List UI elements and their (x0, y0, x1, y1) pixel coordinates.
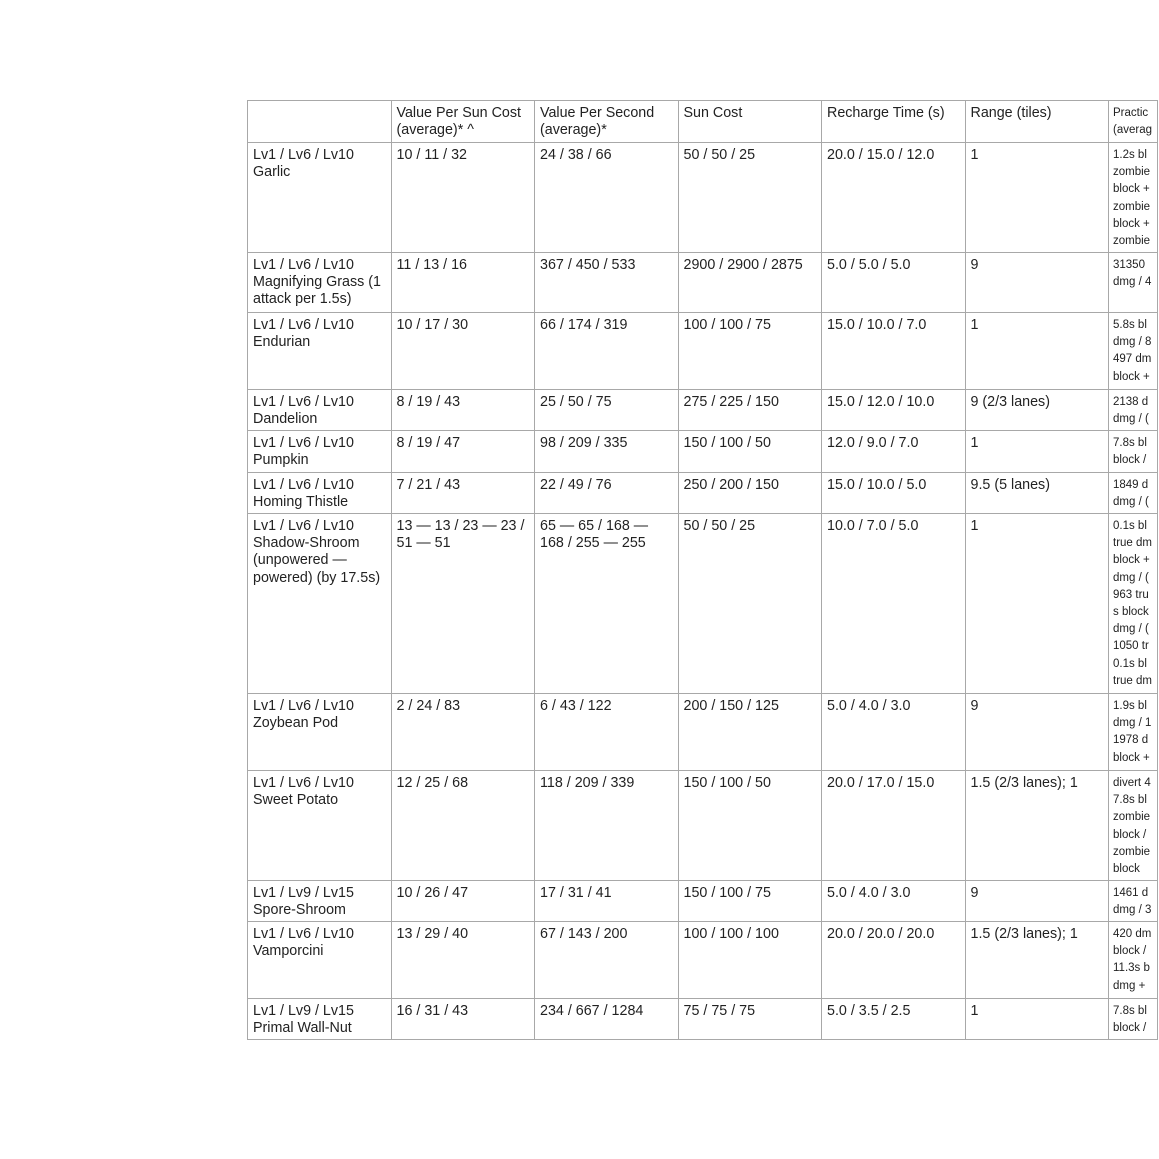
cell-plant: Lv1 / Lv6 / Lv10 Pumpkin (248, 431, 392, 473)
cell-value-per-second: 67 / 143 / 200 (535, 922, 679, 999)
cell-range: 1.5 (2/3 lanes); 1 (965, 771, 1109, 881)
cell-value-per-sun: 13 / 29 / 40 (391, 922, 535, 999)
cell-practical: 1849 d dmg / ( (1109, 473, 1158, 514)
cell-value-per-second: 66 / 174 / 319 (535, 313, 679, 390)
cell-plant: Lv1 / Lv6 / Lv10 Sweet Potato (248, 771, 392, 881)
cell-plant: Lv1 / Lv6 / Lv10 Vamporcini (248, 922, 392, 999)
cell-sun-cost: 100 / 100 / 100 (678, 922, 822, 999)
cell-recharge-time: 20.0 / 15.0 / 12.0 (822, 143, 966, 253)
cell-practical: 420 dm block / 11.3s b dmg + (1109, 922, 1158, 999)
cell-value-per-sun: 10 / 26 / 47 (391, 881, 535, 922)
cell-value-per-sun: 11 / 13 / 16 (391, 253, 535, 313)
cell-value-per-sun: 8 / 19 / 43 (391, 390, 535, 431)
header-sun-cost: Sun Cost (678, 101, 822, 143)
cell-value-per-sun: 16 / 31 / 43 (391, 999, 535, 1040)
table-row (248, 771, 1158, 881)
table-row (248, 473, 1158, 514)
header-plant (248, 101, 392, 143)
cell-value-per-second: 234 / 667 / 1284 (535, 999, 679, 1040)
cell-plant: Lv1 / Lv6 / Lv10 Shadow-Shroom (unpowered — powered) (by 17.5s) (248, 514, 392, 694)
table-row (248, 514, 1158, 694)
cell-sun-cost: 200 / 150 / 125 (678, 694, 822, 771)
cell-value-per-second: 367 / 450 / 533 (535, 253, 679, 313)
cell-recharge-time: 20.0 / 17.0 / 15.0 (822, 771, 966, 881)
cell-practical: divert 4 7.8s bl zombie block / zombie block (1109, 771, 1158, 881)
cell-sun-cost: 75 / 75 / 75 (678, 999, 822, 1040)
cell-recharge-time: 12.0 / 9.0 / 7.0 (822, 431, 966, 473)
cell-value-per-second: 17 / 31 / 41 (535, 881, 679, 922)
cell-value-per-sun: 8 / 19 / 47 (391, 431, 535, 473)
cell-range: 1 (965, 514, 1109, 694)
cell-recharge-time: 5.0 / 4.0 / 3.0 (822, 881, 966, 922)
cell-recharge-time: 15.0 / 10.0 / 5.0 (822, 473, 966, 514)
cell-range: 1 (965, 143, 1109, 253)
cell-practical: 1.9s bl dmg / 1 1978 d block + (1109, 694, 1158, 771)
table-row (248, 313, 1158, 390)
table-row (248, 881, 1158, 922)
cell-value-per-sun: 7 / 21 / 43 (391, 473, 535, 514)
header-value-per-second: Value Per Second (average)* (535, 101, 679, 143)
cell-range: 9 (2/3 lanes) (965, 390, 1109, 431)
cell-value-per-second: 25 / 50 / 75 (535, 390, 679, 431)
cell-range: 1 (965, 431, 1109, 473)
cell-sun-cost: 100 / 100 / 75 (678, 313, 822, 390)
table-row (248, 431, 1158, 473)
cell-recharge-time: 15.0 / 10.0 / 7.0 (822, 313, 966, 390)
cell-value-per-second: 98 / 209 / 335 (535, 431, 679, 473)
cell-value-per-second: 118 / 209 / 339 (535, 771, 679, 881)
cell-sun-cost: 150 / 100 / 50 (678, 771, 822, 881)
cell-recharge-time: 10.0 / 7.0 / 5.0 (822, 514, 966, 694)
header-value-per-sun: Value Per Sun Cost (average)* ^ (391, 101, 535, 143)
cell-range: 9 (965, 253, 1109, 313)
table-row (248, 922, 1158, 999)
cell-range: 1 (965, 313, 1109, 390)
header-range: Range (tiles) (965, 101, 1109, 143)
cell-sun-cost: 50 / 50 / 25 (678, 514, 822, 694)
cell-practical: 0.1s bl true dm block + dmg / ( 963 tru s block dmg / ( 1050 tr 0.1s bl true dm (1109, 514, 1158, 694)
cell-range: 9.5 (5 lanes) (965, 473, 1109, 514)
cell-sun-cost: 150 / 100 / 75 (678, 881, 822, 922)
plant-stats-table (247, 100, 1158, 1040)
cell-plant: Lv1 / Lv6 / Lv10 Homing Thistle (248, 473, 392, 514)
cell-plant: Lv1 / Lv9 / Lv15 Spore-Shroom (248, 881, 392, 922)
cell-recharge-time: 20.0 / 20.0 / 20.0 (822, 922, 966, 999)
cell-range: 1 (965, 999, 1109, 1040)
cell-practical: 31350 dmg / 4 (1109, 253, 1158, 313)
table-row (248, 253, 1158, 313)
cell-value-per-sun: 12 / 25 / 68 (391, 771, 535, 881)
table-row (248, 999, 1158, 1040)
cell-range: 9 (965, 694, 1109, 771)
cell-practical: 1461 d dmg / 3 (1109, 881, 1158, 922)
table-row (248, 143, 1158, 253)
header-recharge-time: Recharge Time (s) (822, 101, 966, 143)
cell-plant: Lv1 / Lv6 / Lv10 Magnifying Grass (1 attack per 1.5s) (248, 253, 392, 313)
cell-practical: 7.8s bl block / (1109, 431, 1158, 473)
table-row (248, 694, 1158, 771)
cell-value-per-second: 24 / 38 / 66 (535, 143, 679, 253)
cell-recharge-time: 15.0 / 12.0 / 10.0 (822, 390, 966, 431)
table-header-row (248, 101, 1158, 143)
cell-plant: Lv1 / Lv6 / Lv10 Endurian (248, 313, 392, 390)
cell-sun-cost: 150 / 100 / 50 (678, 431, 822, 473)
cell-value-per-second: 65 — 65 / 168 — 168 / 255 — 255 (535, 514, 679, 694)
cell-practical: 7.8s bl block / (1109, 999, 1158, 1040)
header-practical: Practic (averag (1109, 101, 1158, 143)
cell-plant: Lv1 / Lv6 / Lv10 Zoybean Pod (248, 694, 392, 771)
cell-sun-cost: 275 / 225 / 150 (678, 390, 822, 431)
cell-practical: 1.2s bl zombie block + zombie block + zombie (1109, 143, 1158, 253)
cell-value-per-sun: 13 — 13 / 23 — 23 / 51 — 51 (391, 514, 535, 694)
cell-range: 1.5 (2/3 lanes); 1 (965, 922, 1109, 999)
cell-sun-cost: 50 / 50 / 25 (678, 143, 822, 253)
cell-range: 9 (965, 881, 1109, 922)
cell-value-per-sun: 10 / 17 / 30 (391, 313, 535, 390)
cell-sun-cost: 2900 / 2900 / 2875 (678, 253, 822, 313)
cell-recharge-time: 5.0 / 4.0 / 3.0 (822, 694, 966, 771)
cell-practical: 2138 d dmg / ( (1109, 390, 1158, 431)
cell-plant: Lv1 / Lv9 / Lv15 Primal Wall-Nut (248, 999, 392, 1040)
cell-plant: Lv1 / Lv6 / Lv10 Garlic (248, 143, 392, 253)
cell-recharge-time: 5.0 / 3.5 / 2.5 (822, 999, 966, 1040)
table-row (248, 390, 1158, 431)
cell-plant: Lv1 / Lv6 / Lv10 Dandelion (248, 390, 392, 431)
cell-recharge-time: 5.0 / 5.0 / 5.0 (822, 253, 966, 313)
cell-value-per-sun: 2 / 24 / 83 (391, 694, 535, 771)
cell-practical: 5.8s bl dmg / 8 497 dm block + (1109, 313, 1158, 390)
cell-value-per-sun: 10 / 11 / 32 (391, 143, 535, 253)
cell-value-per-second: 22 / 49 / 76 (535, 473, 679, 514)
cell-sun-cost: 250 / 200 / 150 (678, 473, 822, 514)
cell-value-per-second: 6 / 43 / 122 (535, 694, 679, 771)
